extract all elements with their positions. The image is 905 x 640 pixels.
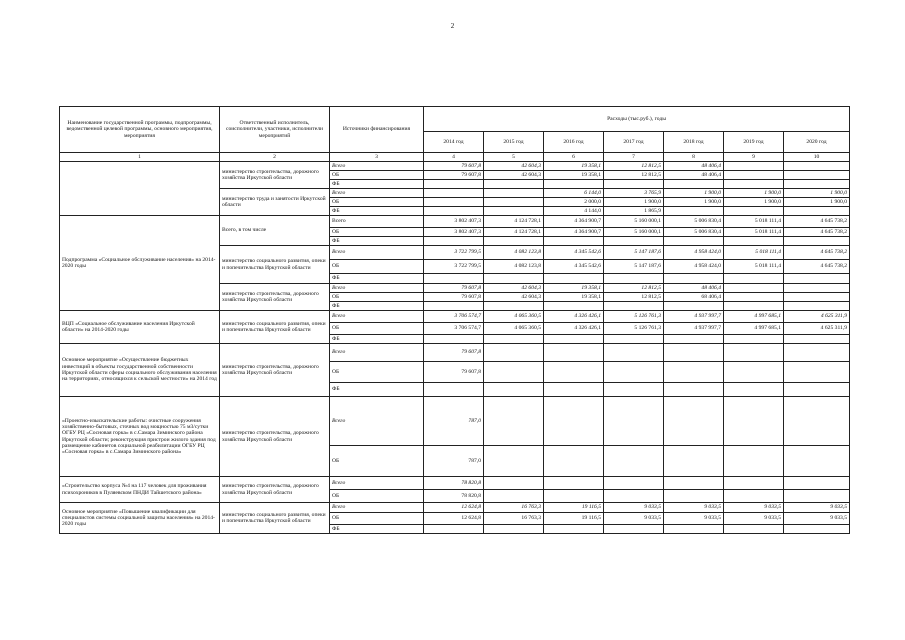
year-2017: 2017 год (604, 132, 664, 153)
value-cell: 42 604,3 (484, 293, 544, 302)
value-cell: 1 900,0 (784, 198, 850, 207)
value-cell: 4 364 900,7 (544, 228, 604, 237)
value-cell: 1 900,0 (664, 189, 724, 198)
value-cell: 12 812,5 (604, 171, 664, 180)
executor-cell: министерство строительства, дорожного хозяйства Иркутской области (220, 344, 330, 397)
value-cell: 19 116,5 (544, 513, 604, 525)
value-cell: 4 124 728,1 (484, 228, 544, 237)
value-cell: 9 033,5 (724, 513, 784, 525)
value-cell: 4 082 123,8 (484, 246, 544, 260)
value-cell: 1 900,0 (604, 198, 664, 207)
value-cell: 19 358,1 (544, 284, 604, 293)
table-row (60, 397, 850, 446)
col-number: 4 (424, 153, 484, 162)
value-cell: 48 406,4 (664, 284, 724, 293)
vcp-name: ВЦП «Социальное обслуживание населения Иркутской области» на 2014-2020 годы (60, 311, 220, 344)
table-row (60, 162, 850, 171)
value-cell: 1 900,0 (724, 198, 784, 207)
value-cell (784, 162, 850, 171)
value-cell (784, 171, 850, 180)
value-cell: 1 865,9 (604, 207, 664, 216)
budget-table (59, 106, 850, 534)
value-cell: 79 607,8 (424, 284, 484, 293)
source-cell: ФБ (330, 180, 424, 189)
value-cell: 4 645 738,2 (784, 228, 850, 237)
value-cell: 4 345 542,6 (544, 246, 604, 260)
source-cell: ОБ (330, 446, 424, 477)
value-cell: 4 065 360,5 (484, 323, 544, 335)
header-executor-col: Ответственный исполнитель, соисполнители, участники, исполнители мероприятий (220, 107, 330, 153)
value-cell: 19 358,1 (544, 293, 604, 302)
value-cell: 12 812,5 (604, 284, 664, 293)
value-cell: 3 706 574,7 (424, 311, 484, 323)
header-source-col: Источники финансирования (330, 107, 424, 153)
source-cell: Всего (330, 284, 424, 293)
source-cell: Всего (330, 503, 424, 513)
value-cell: 787,0 (424, 397, 484, 446)
value-cell: 5 126 761,3 (604, 311, 664, 323)
col-number: 1 (60, 153, 220, 162)
source-cell: ФБ (330, 207, 424, 216)
executor-cell: министерство социального развития, опеки и попечительства Иркутской области (220, 503, 330, 534)
value-cell: 1 900,0 (664, 198, 724, 207)
executor-cell: министерство социального развития, опеки и попечительства Иркутской области (220, 311, 330, 344)
value-cell (724, 162, 784, 171)
source-cell: ОБ (330, 293, 424, 302)
source-cell: Всего (330, 162, 424, 171)
value-cell: 5 160 000,1 (604, 216, 664, 228)
value-cell: 3 722 799,5 (424, 260, 484, 274)
col-number: 2 (220, 153, 330, 162)
value-cell: 4 345 542,6 (544, 260, 604, 274)
value-cell: 1 900,0 (784, 189, 850, 198)
value-cell: 9 033,5 (724, 503, 784, 513)
value-cell: 4 625 311,9 (784, 311, 850, 323)
value-cell: 9 033,5 (784, 503, 850, 513)
value-cell: 5 018 111,4 (724, 216, 784, 228)
source-cell: Всего (330, 344, 424, 362)
value-cell: 4 326 426,1 (544, 323, 604, 335)
executor-cell: министерство строительства, дорожного хозяйства Иркутской области (220, 162, 330, 189)
source-cell: ФБ (330, 237, 424, 246)
value-cell: 3 802 407,3 (424, 228, 484, 237)
value-cell: 4 124 728,1 (484, 216, 544, 228)
source-cell: ОБ (330, 260, 424, 274)
value-cell: 19 116,5 (544, 503, 604, 513)
value-cell: 4 645 738,2 (784, 246, 850, 260)
value-cell: 4 144,0 (544, 207, 604, 216)
source-cell: Всего (330, 311, 424, 323)
value-cell: 16 763,3 (484, 503, 544, 513)
value-cell: 4 645 738,2 (784, 260, 850, 274)
source-cell: ОБ (330, 513, 424, 525)
value-cell: 19 358,1 (544, 162, 604, 171)
value-cell: 42 604,3 (484, 171, 544, 180)
value-cell: 5 147 187,6 (604, 260, 664, 274)
header-expenses: Расходы (тыс.руб.), годы (424, 107, 850, 132)
value-cell: 4 326 426,1 (544, 311, 604, 323)
value-cell: 79 607,8 (424, 171, 484, 180)
value-cell: 48 406,4 (664, 171, 724, 180)
page-number: 2 (450, 22, 455, 30)
value-cell: 9 033,5 (664, 513, 724, 525)
value-cell: 79 607,8 (424, 344, 484, 362)
executor-cell: министерство социального развития, опеки и попечительства Иркутской области (220, 246, 330, 284)
value-cell: 48 406,4 (664, 162, 724, 171)
source-cell: ОБ (330, 171, 424, 180)
source-cell: ОБ (330, 490, 424, 503)
main-activity-name: Основное мероприятие «Повышение квалификации для специалистов системы социальной защиты населения» на 2014-2020 годы (60, 503, 220, 534)
value-cell: 5 018 111,4 (724, 260, 784, 274)
name-cell-empty (60, 162, 220, 216)
value-cell: 4 625 311,9 (784, 323, 850, 335)
value-cell: 4 645 738,2 (784, 216, 850, 228)
main-activity-name: Основное мероприятие «Осуществление бюджетных инвестиций в объекты государственной собственности Иркутской области сферы социального обслуживания населения на территориях, относящихся к сельской местности» на 2014 год (60, 344, 220, 397)
executor-cell: министерство труда и занятости Иркутской области (220, 189, 330, 216)
table-row (60, 477, 850, 490)
value-cell: 5 147 187,6 (604, 246, 664, 260)
value-cell: 78 820,8 (424, 477, 484, 490)
source-cell: ФБ (330, 302, 424, 311)
value-cell: 5 018 111,4 (724, 246, 784, 260)
value-cell: 19 358,1 (544, 171, 604, 180)
col-number: 8 (664, 153, 724, 162)
year-2014: 2014 год (424, 132, 484, 153)
table-row (60, 311, 850, 323)
source-cell: ОБ (330, 323, 424, 335)
value-cell: 12 624,8 (424, 503, 484, 513)
value-cell: 12 624,8 (424, 513, 484, 525)
source-cell: ФБ (330, 383, 424, 397)
header-name-col: Наименование государственной программы, подпрограммы, ведомственной целевой программы, основного мероприятия, мероприятия (60, 107, 220, 153)
value-cell: 4 065 360,5 (484, 311, 544, 323)
value-cell: 79 607,8 (424, 293, 484, 302)
executor-cell: министерство строительства, дорожного хозяйства Иркутской области (220, 397, 330, 477)
source-cell: Всего (330, 189, 424, 198)
table-row (60, 503, 850, 513)
value-cell (484, 189, 544, 198)
value-cell: 16 763,3 (484, 513, 544, 525)
source-cell: Всего (330, 246, 424, 260)
value-cell: 9 033,5 (664, 503, 724, 513)
value-cell (724, 171, 784, 180)
value-cell: 3 722 799,5 (424, 246, 484, 260)
value-cell: 79 607,8 (424, 162, 484, 171)
col-number: 6 (544, 153, 604, 162)
value-cell: 42 604,3 (484, 284, 544, 293)
source-cell: ФБ (330, 274, 424, 284)
source-cell: Всего (330, 397, 424, 446)
value-cell: 5 126 761,3 (604, 323, 664, 335)
value-cell: 4 997 685,1 (724, 323, 784, 335)
value-cell: 4 958 424,0 (664, 260, 724, 274)
source-cell: Всего (330, 477, 424, 490)
value-cell: 12 812,5 (604, 293, 664, 302)
value-cell: 42 604,3 (484, 162, 544, 171)
value-cell: 4 937 997,7 (664, 323, 724, 335)
executor-cell: Всего, в том числе (220, 216, 330, 246)
value-cell: 5 160 000,1 (604, 228, 664, 237)
year-2016: 2016 год (544, 132, 604, 153)
value-cell: 78 820,8 (424, 490, 484, 503)
year-2015: 2015 год (484, 132, 544, 153)
value-cell: 4 937 997,7 (664, 311, 724, 323)
table-row (60, 344, 850, 362)
value-cell: 3 706 574,7 (424, 323, 484, 335)
value-cell: 4 364 900,7 (544, 216, 604, 228)
source-cell: ОБ (330, 362, 424, 383)
value-cell: 9 033,5 (784, 513, 850, 525)
source-cell: ФБ (330, 525, 424, 534)
year-2019: 2019 год (724, 132, 784, 153)
header-row (60, 107, 850, 132)
year-2020: 2020 год (784, 132, 850, 153)
value-cell: 9 033,5 (604, 503, 664, 513)
col-number: 3 (330, 153, 424, 162)
col-number: 7 (604, 153, 664, 162)
executor-cell: министерство строительства, дорожного хозяйства Иркутской области (220, 477, 330, 503)
value-cell: 4 958 424,0 (664, 246, 724, 260)
value-cell: 4 082 123,8 (484, 260, 544, 274)
col-number: 9 (724, 153, 784, 162)
value-cell: 5 006 830,4 (664, 228, 724, 237)
column-number-row (60, 153, 850, 162)
value-cell: 3 765,9 (604, 189, 664, 198)
value-cell: 12 812,5 (604, 162, 664, 171)
activity-name: «Проектно-изыскательские работы: очистные сооружения хозяйственно-бытовых, сточных вод мощностью 75 м3/сутки ОГБУ РЦ «Сосновая горка» в с.Самара Зиминского района Иркутской области; реконструкция пристрои жилого здания под размещение кабинетов социальной реабилитации ОГБУ РЦ «Сосновая горка» в с.Самара Зиминского района» (60, 397, 220, 477)
value-cell: 68 406,4 (664, 293, 724, 302)
value-cell (424, 189, 484, 198)
source-cell: ФБ (330, 335, 424, 344)
value-cell: 5 006 830,4 (664, 216, 724, 228)
subprogram-name: Подпрограмма «Социальное обслуживание населения» на 2014-2020 годы (60, 216, 220, 311)
value-cell: 2 000,0 (544, 198, 604, 207)
table-row (60, 216, 850, 228)
value-cell: 79 607,8 (424, 362, 484, 383)
activity-name: «Строительство корпуса №4 на 117 человек для проживания психохроников в Пуляевском ПНДИ Тайшетского района» (60, 477, 220, 503)
col-number: 5 (484, 153, 544, 162)
source-cell: ОБ (330, 228, 424, 237)
value-cell: 787,0 (424, 446, 484, 477)
source-cell: Всего (330, 216, 424, 228)
value-cell: 3 802 407,3 (424, 216, 484, 228)
executor-cell: министерство строительства, дорожного хозяйства Иркутской области (220, 284, 330, 311)
col-number: 10 (784, 153, 850, 162)
source-cell: ОБ (330, 198, 424, 207)
value-cell: 5 018 111,4 (724, 228, 784, 237)
value-cell: 4 997 685,1 (724, 311, 784, 323)
year-2018: 2018 год (664, 132, 724, 153)
value-cell: 9 033,5 (604, 513, 664, 525)
value-cell: 6 144,0 (544, 189, 604, 198)
value-cell: 1 900,0 (724, 189, 784, 198)
